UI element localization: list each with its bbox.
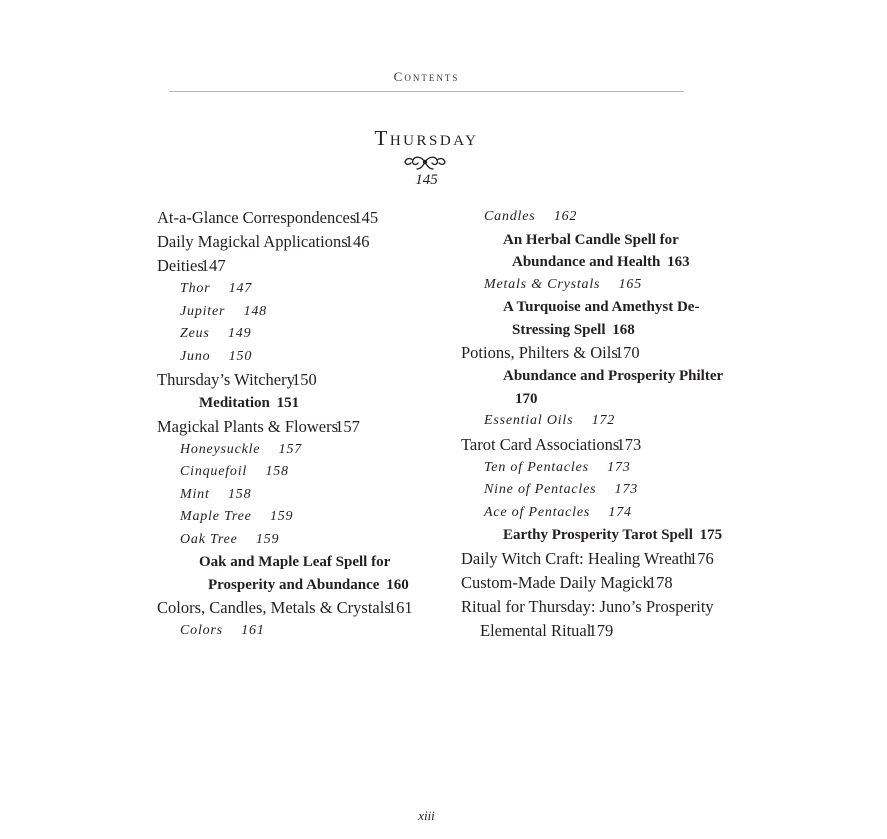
toc-entry[interactable]	[461, 433, 741, 457]
toc-entry[interactable]	[157, 254, 447, 278]
section-page-number: 145	[415, 172, 438, 188]
toc-entry-title: Jupiter	[180, 303, 226, 319]
toc-entry[interactable]	[157, 596, 447, 620]
toc-entry-title: Custom-Made Daily Magick	[461, 572, 651, 592]
toc-entry-title: Maple Tree	[180, 509, 252, 524]
toc-entry-title: Meditation	[199, 395, 270, 411]
toc-entry-page: 150	[228, 348, 253, 364]
toc-entry-page: 161	[241, 623, 265, 638]
toc-right-column	[461, 206, 741, 643]
toc-entry-title: Colors, Candles, Metals & Crystals	[157, 598, 391, 617]
toc-entry-page: 172	[591, 413, 616, 428]
toc-entry-title: Ritual for Thursday: Juno’s Prosperity Elemental Ritual	[461, 596, 714, 640]
toc-entry-page: 179	[588, 620, 614, 640]
toc-entry[interactable]	[157, 206, 447, 230]
toc-entry-page: 175	[699, 527, 723, 543]
toc-entry[interactable]	[461, 479, 741, 502]
toc-entry-title: Candles	[484, 209, 536, 224]
toc-entry-title: Mint	[180, 486, 210, 502]
toc-entry-page: 150	[292, 370, 317, 389]
toc-entry-page: 161	[387, 598, 413, 617]
toc-entry-page: 160	[386, 576, 409, 593]
toc-entry-page: 159	[269, 509, 294, 524]
toc-entry[interactable]	[461, 365, 741, 410]
toc-entry-page: 159	[255, 531, 280, 547]
toc-entry[interactable]	[157, 346, 447, 369]
toc-entry[interactable]	[461, 296, 741, 341]
toc-entry[interactable]	[461, 274, 741, 297]
toc-entry[interactable]	[461, 547, 741, 571]
toc-entry-title: Nine of Pentacles	[484, 482, 597, 497]
toc-entry-page: 151	[276, 395, 300, 411]
section-title: Thursday	[374, 126, 479, 150]
toc-entry[interactable]	[461, 206, 741, 229]
toc-entry-title: Thursday’s Witchery	[157, 370, 295, 389]
toc-entry[interactable]	[157, 323, 447, 346]
toc-entry-page: 145	[353, 208, 379, 227]
toc-entry-page: 165	[618, 276, 642, 292]
toc-entry[interactable]	[157, 368, 447, 392]
page-folio: xiii	[418, 808, 435, 823]
toc-entry[interactable]	[157, 484, 447, 507]
toc-entry[interactable]	[461, 457, 741, 480]
toc-entry-title: Colors	[180, 623, 223, 638]
toc-entry[interactable]	[461, 524, 741, 547]
toc-entry-title: A Turquoise and Amethyst De-Stressing Spell	[503, 299, 700, 338]
toc-entry[interactable]	[461, 571, 741, 595]
toc-entry-title: Ace of Pentacles	[484, 504, 591, 520]
toc-entry-title: Essential Oils	[484, 413, 574, 428]
toc-entry-page: 157	[335, 416, 360, 436]
toc-entry[interactable]	[461, 229, 741, 274]
header-rule	[169, 91, 684, 92]
toc-entry-title: Deities	[157, 256, 204, 275]
toc-entry-title: Metals & Crystals	[484, 276, 601, 292]
toc-entry-page: 158	[265, 464, 289, 479]
toc-entry-page: 173	[614, 482, 639, 497]
toc-entry-title: Earthy Prosperity Tarot Spell	[503, 527, 693, 543]
toc-entry-page: 170	[614, 343, 640, 362]
toc-entry-title: Honeysuckle	[180, 441, 261, 457]
toc-entry[interactable]	[157, 278, 447, 301]
toc-entry-page: 158	[227, 486, 252, 502]
toc-entry-title: Oak and Maple Leaf Spell for Prosperity and Abundance	[199, 554, 390, 593]
toc-entry[interactable]	[461, 410, 741, 433]
toc-entry[interactable]	[157, 392, 447, 415]
toc-entry[interactable]	[461, 595, 741, 643]
toc-entry[interactable]	[461, 502, 741, 525]
toc-entry[interactable]	[157, 506, 447, 529]
toc-entry-title: Abundance and Prosperity Philter	[503, 368, 723, 384]
toc-entry-page: 174	[608, 504, 632, 520]
toc-entry-page: 148	[243, 303, 267, 319]
toc-entry-title: Daily Witch Craft: Healing Wreath	[461, 548, 692, 568]
toc-entry-title: Cinquefoil	[180, 464, 248, 479]
toc-entry-title: Magickal Plants & Flowers	[157, 416, 339, 436]
toc-entry-page: 147	[228, 281, 253, 296]
toc-entry[interactable]	[157, 415, 447, 439]
toc-entry[interactable]	[157, 551, 447, 596]
toc-entry-title: Zeus	[180, 326, 210, 341]
toc-entry-title: Juno	[180, 348, 211, 364]
toc-entry[interactable]	[157, 439, 447, 462]
toc-entry[interactable]	[157, 529, 447, 552]
toc-entry-title: At-a-Glance Correspondences	[157, 208, 357, 227]
toc-entry[interactable]	[157, 301, 447, 324]
toc-entry-page: 173	[616, 434, 642, 454]
toc-entry-title: Oak Tree	[180, 531, 238, 547]
toc-entry-page: 147	[200, 256, 226, 275]
toc-entry[interactable]	[157, 461, 447, 484]
toc-entry-page: 157	[278, 441, 303, 457]
floral-ornament-icon	[403, 153, 447, 171]
toc-entry-title: Tarot Card Associations	[461, 434, 620, 454]
toc-entry-page: 162	[553, 209, 578, 224]
toc-entry-page: 176	[688, 548, 714, 568]
toc-entry-title: An Herbal Candle Spell for Abundance and Health	[503, 231, 679, 270]
toc-entry-page: 178	[647, 572, 673, 592]
toc-entry-page: 149	[227, 326, 252, 341]
toc-entry-title: Thor	[180, 281, 211, 296]
toc-entry-page: 173	[607, 459, 631, 475]
toc-left-column	[157, 206, 447, 643]
toc-entry-page: 163	[667, 254, 690, 270]
toc-entry[interactable]	[157, 620, 447, 643]
toc-entry-title: Daily Magickal Applications	[157, 232, 348, 251]
toc-entry-page: 146	[344, 232, 370, 251]
toc-entry-page: 170	[515, 390, 538, 407]
toc-entry-title: Ten of Pentacles	[484, 459, 589, 475]
toc-entry-title: Potions, Philters & Oils	[461, 343, 618, 362]
running-head: Contents	[393, 69, 460, 84]
toc-entry[interactable]	[461, 341, 741, 365]
toc-entry-page: 168	[612, 321, 635, 338]
toc-entry[interactable]	[157, 230, 447, 254]
